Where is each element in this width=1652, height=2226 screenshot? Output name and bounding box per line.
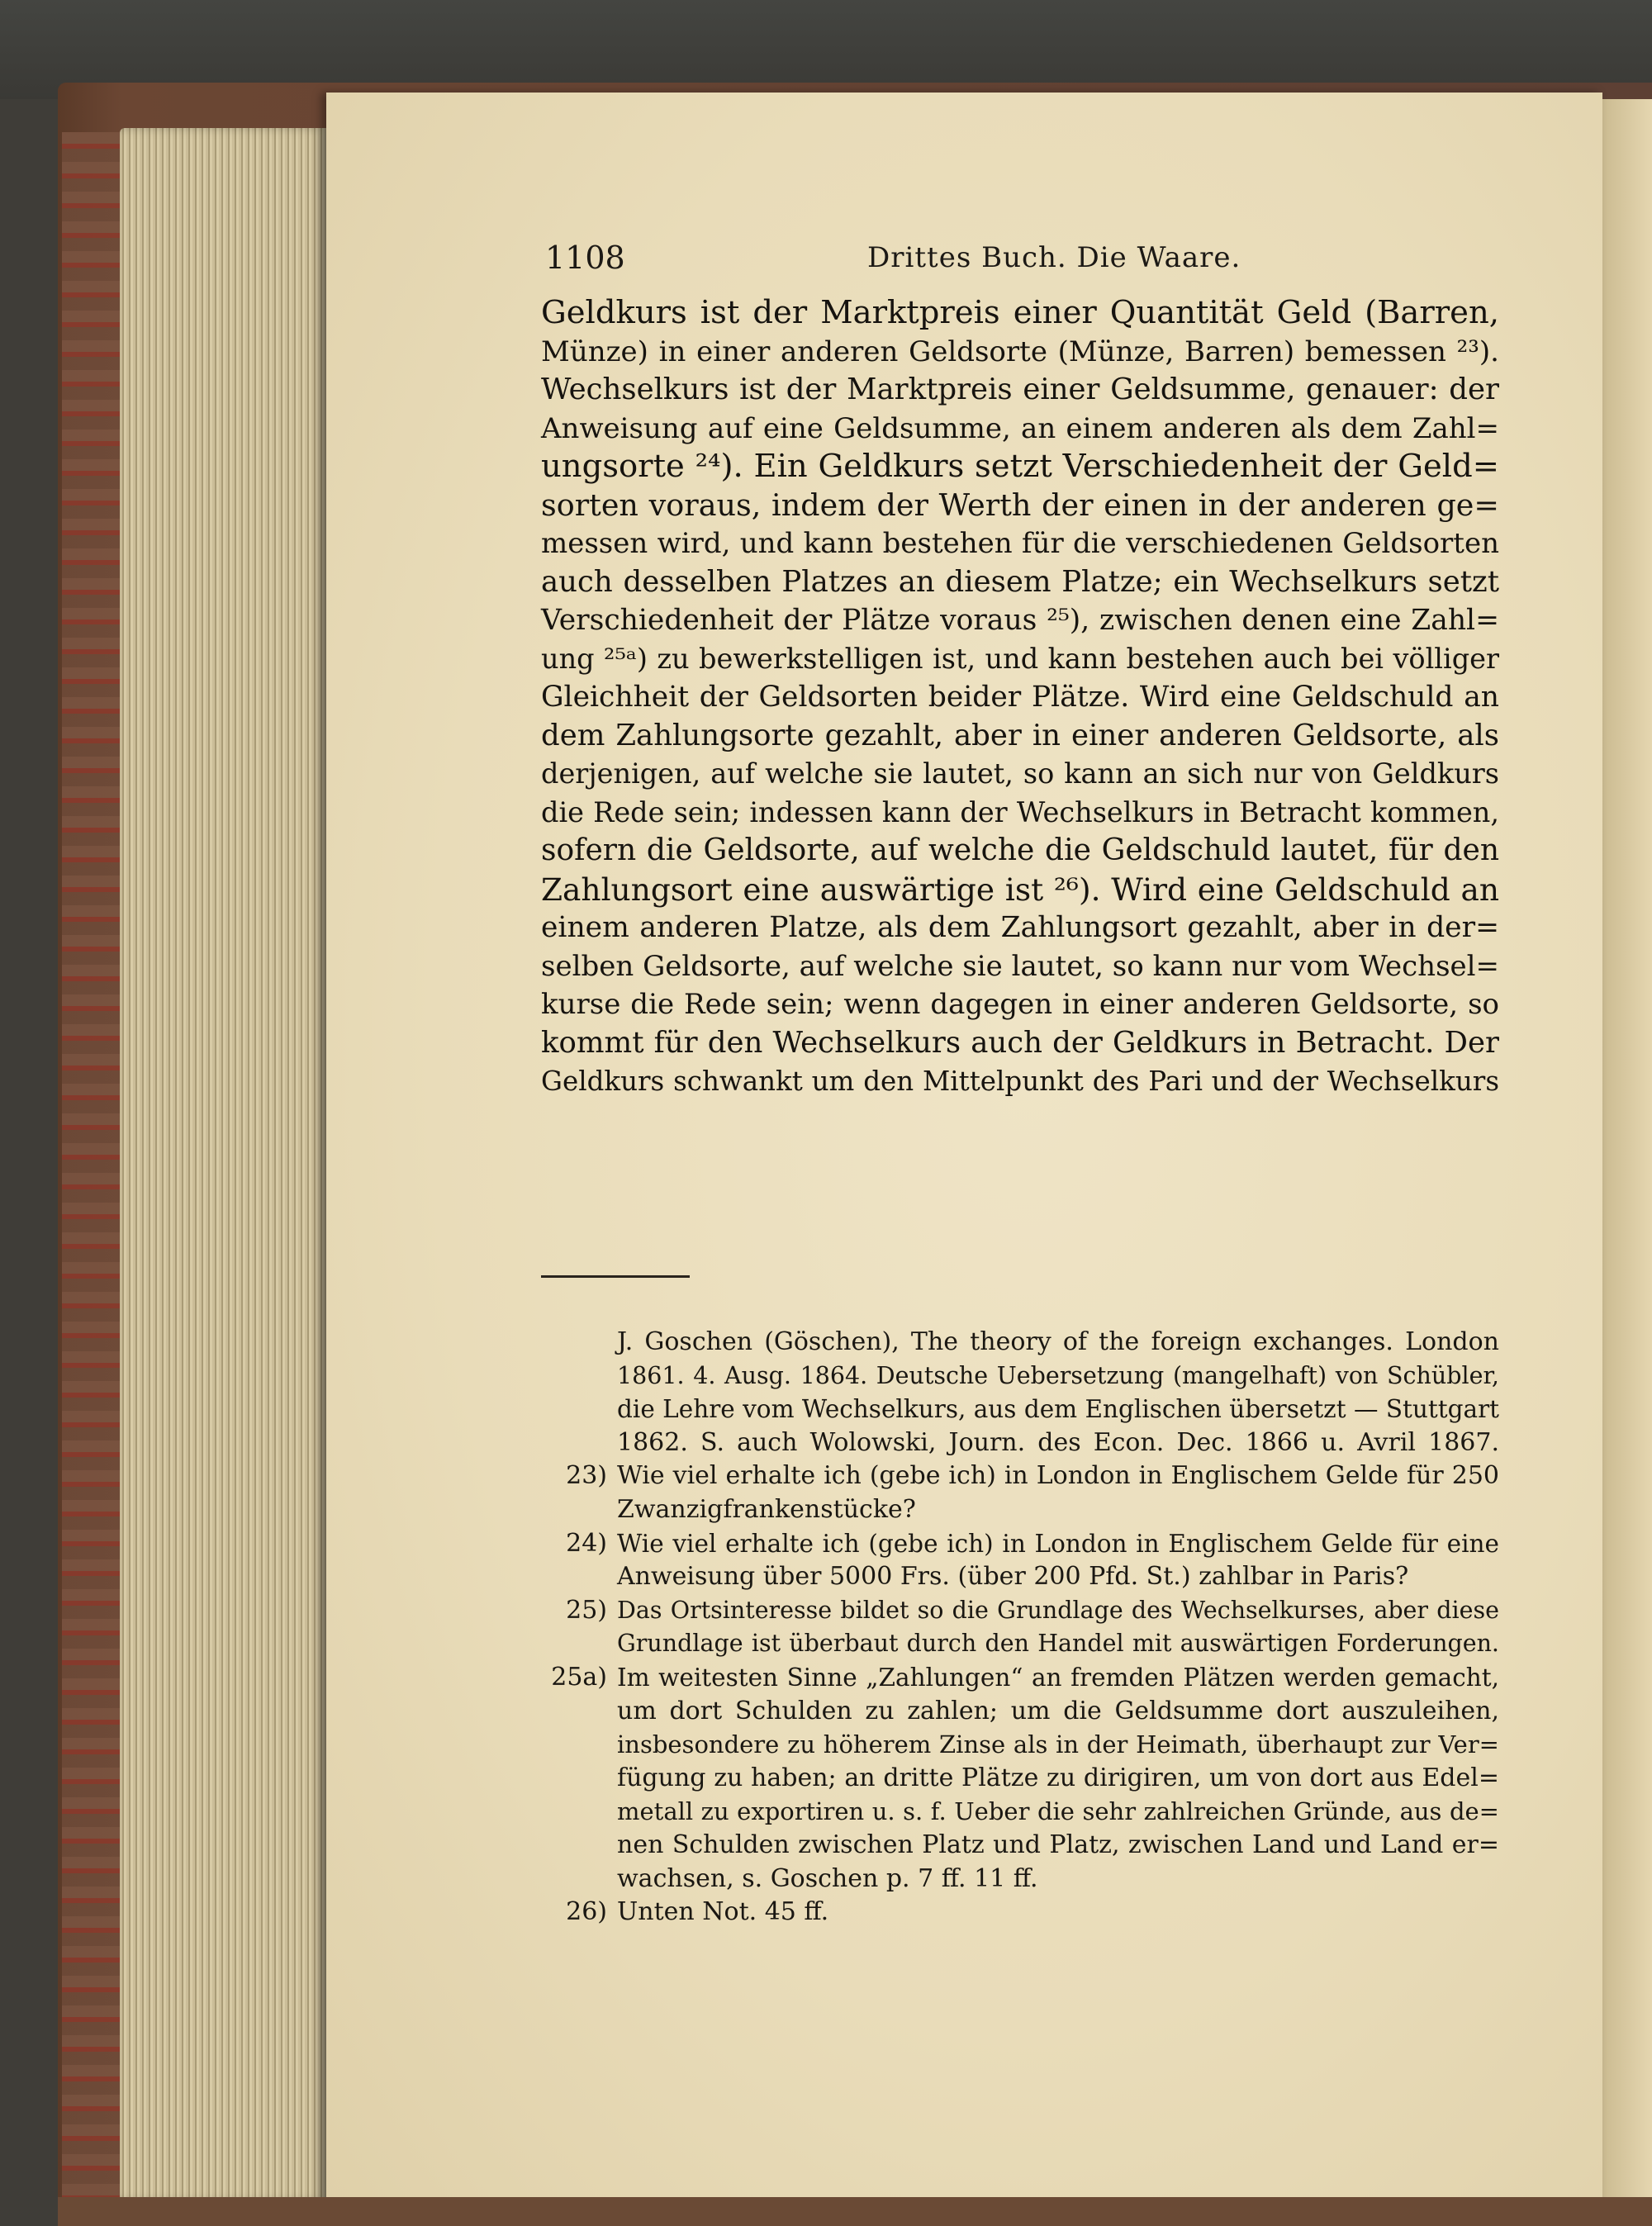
footnote-line: Wie viel erhalte ich (gebe ich) in London in Englischem Gelde für eine [617,1529,1499,1558]
page-number: 1108 [545,240,625,276]
footnote-25 [541,1594,1499,1661]
body-line: Geldkurs ist der Marktpreis einer Quantität Geld (Barren, [541,294,1499,331]
footnote-line: Unten Not. 45 ff. [617,1897,829,1927]
book-cover-edge [62,132,124,2197]
body-line: messen wird, und kann bestehen für die verschiedenen Geldsorten [541,527,1499,560]
footnote-line: Zwanzigfrankenstücke? [617,1494,916,1524]
footnote-line: 1862. S. auch Wolowski, Journ. des Econ. Dec. 1866 u. Avril 1867. [617,1427,1499,1457]
footnote-line: insbesondere zu höherem Zinse als in der Heimath, überhaupt zur Ver= [617,1730,1499,1759]
body-line: Gleichheit der Geldsorten beider Plätze. Wird eine Geldschuld an [541,681,1499,714]
body-line: sofern die Geldsorte, auf welche die Geldschuld lautet, für den [541,833,1499,867]
body-line: Zahlungsort eine auswärtige ist ²⁶). Wird eine Geldschuld an [541,871,1499,908]
page-header [545,240,1503,281]
footnote-26 [541,1896,1499,1929]
footnote-24 [541,1527,1499,1594]
body-line: Verschiedenheit der Plätze voraus ²⁵), zwischen denen eine Zahl= [541,604,1499,637]
footnote-line: metall zu exportiren u. s. f. Ueber die sehr zahlreichen Gründe, aus de= [617,1797,1499,1826]
footnote-line: Grundlage ist überbaut durch den Handel mit auswärtigen Forderungen. [617,1630,1499,1658]
footnote-label: 25a) [551,1662,607,1692]
body-line: dem Zahlungsorte gezahlt, aber in einer anderen Geldsorte, als [541,718,1499,752]
facing-page-edge [1598,99,1652,2214]
footnote-line: wachsen, s. Goschen p. 7 ff. 11 ff. [617,1863,1038,1893]
body-line: Anweisung auf eine Geldsumme, an einem anderen als dem Zahl= [541,411,1499,445]
body-text [541,294,1499,1101]
footnote-line: nen Schulden zwischen Platz und Platz, zwischen Land und Land er= [617,1830,1499,1859]
body-line: kommt für den Wechselkurs auch der Geldkurs in Betracht. Der [541,1025,1499,1060]
footnote-line: fügung zu haben; an dritte Plätze zu dirigiren, um von dort aus Edel= [617,1763,1499,1792]
footnotes [541,1326,1499,1929]
footnote-line: um dort Schulden zu zahlen; um die Geldsumme dort auszuleihen, [617,1696,1499,1725]
footnote-line: J. Goschen (Göschen), The theory of the foreign exchanges. London [617,1327,1499,1356]
footnote-line: Im weitesten Sinne „Zahlungen“ an fremden Plätzen werden gemacht, [617,1663,1499,1692]
footnote-label: 23) [566,1461,607,1491]
body-line: selben Geldsorte, auf welche sie lautet, so kann nur vom Wechsel= [541,949,1499,983]
body-line: ungsorte ²⁴). Ein Geldkurs setzt Verschiedenheit der Geld= [541,448,1499,485]
body-line: Geldkurs schwankt um den Mittelpunkt des Pari und der Wechselkurs [541,1066,1499,1097]
footnote-line: 1861. 4. Ausg. 1864. Deutsche Uebersetzung (mangelhaft) von Schübler, [617,1361,1499,1389]
body-line: kurse die Rede sein; wenn dagegen in einer anderen Geldsorte, so [541,988,1499,1021]
body-line: Wechselkurs ist der Marktpreis einer Geldsumme, genauer: der [541,373,1499,406]
footnote-line: Anweisung über 5000 Frs. (über 200 Pfd. St.) zahlbar in Paris? [617,1562,1409,1592]
footnote-continuation [541,1326,1499,1459]
footnote-label: 25) [566,1595,607,1625]
body-line: sorten voraus, indem der Werth der einen in der anderen ge= [541,486,1499,523]
page-stack [120,128,326,2201]
footnote-23 [541,1459,1499,1526]
body-line: Münze) in einer anderen Geldsorte (Münze, Barren) bemessen ²³). [541,335,1499,368]
body-line: einem anderen Platze, als dem Zahlungsort gezahlt, aber in der= [541,911,1499,944]
footnote-line: die Lehre vom Wechselkurs, aus dem Englischen übersetzt — Stuttgart [617,1395,1500,1424]
body-line: auch desselben Platzes an diesem Platze; ein Wechselkurs setzt [541,564,1499,599]
footnote-25a [541,1661,1499,1896]
book-page [326,93,1602,2211]
body-line: ung ²⁵ᵃ) zu bewerkstelligen ist, und kann bestehen auch bei völliger [541,642,1499,675]
footnote-label: 24) [566,1528,607,1558]
footnote-divider [541,1275,690,1278]
body-line: derjenigen, auf welche sie lautet, so kann an sich nur von Geldkurs [541,757,1499,790]
running-title: Drittes Buch. Die Waare. [867,241,1241,274]
book-cover-bottom [58,2197,1652,2226]
footnote-label: 26) [566,1897,607,1927]
body-line: die Rede sein; indessen kann der Wechselkurs in Betracht kommen, [541,795,1499,828]
footnote-line: Wie viel erhalte ich (gebe ich) in London in Englischem Gelde für 250 [617,1461,1499,1491]
footnote-line: Das Ortsinteresse bildet so die Grundlage des Wechselkurses, aber diese [617,1596,1499,1624]
